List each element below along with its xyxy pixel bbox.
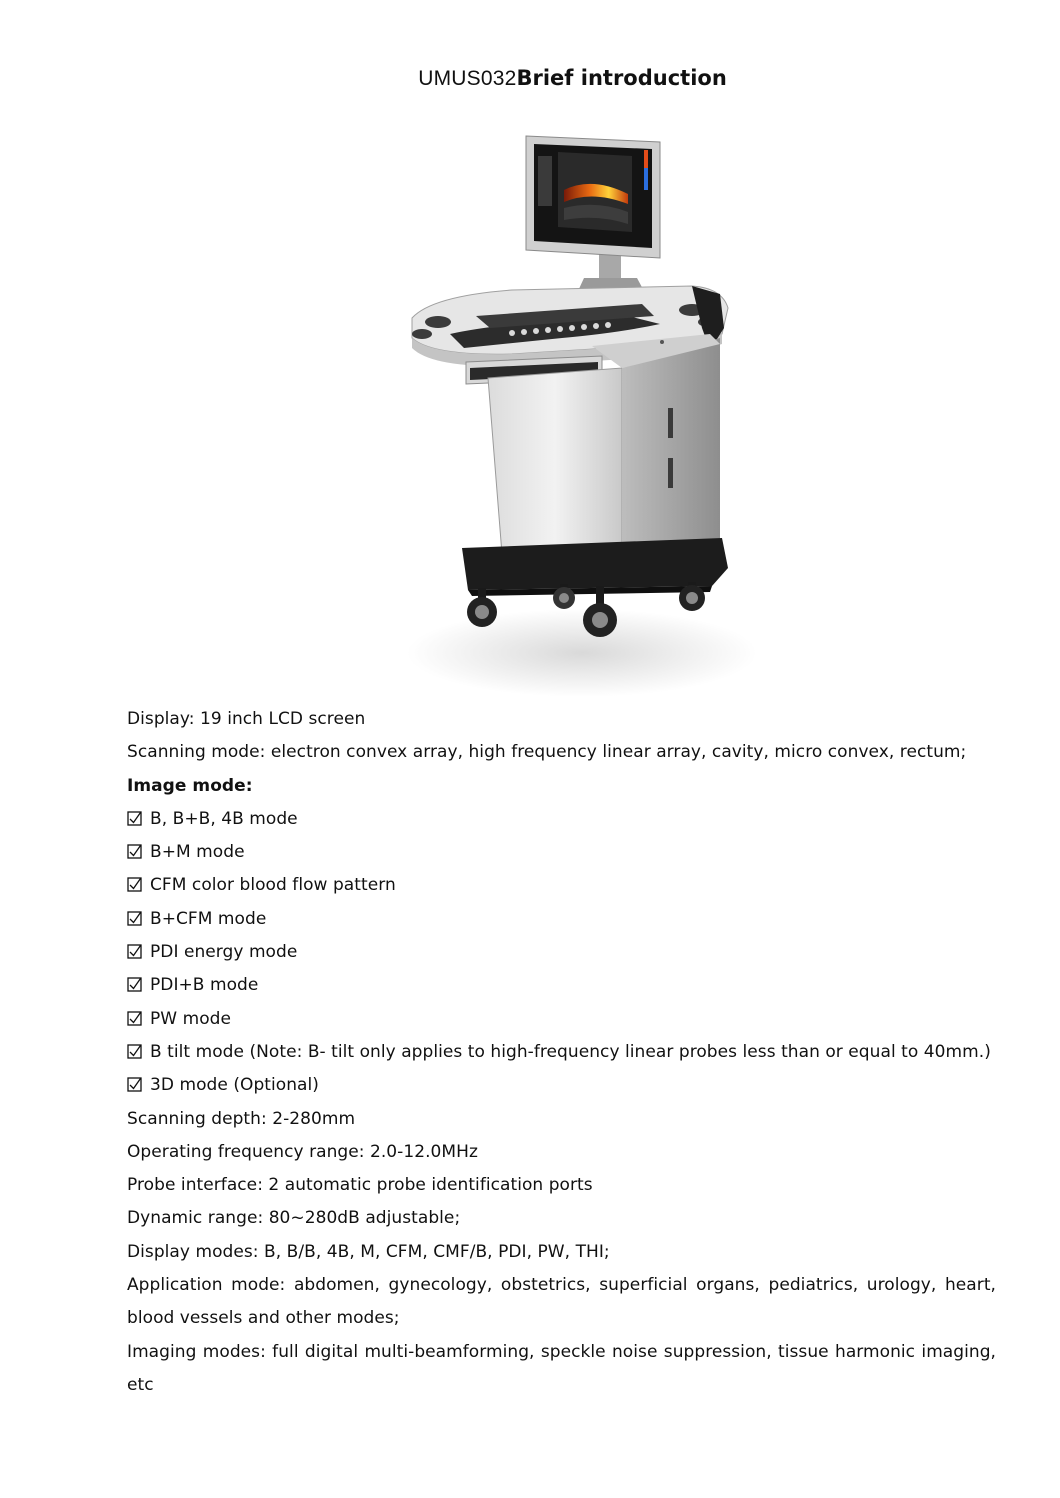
page-title [0,64,1060,93]
image-mode-label: B+M mode [150,842,245,863]
checked-box-icon [127,1011,142,1026]
checked-box-icon [127,944,142,959]
title-text: Brief introduction [516,66,727,90]
model-code: UMUS032 [418,67,517,90]
checked-box-icon [127,1077,142,1092]
image-mode-label: PDI energy mode [150,942,298,963]
image-mode-label: PDI+B mode [150,975,259,996]
spec-scanning-mode: Scanning mode: electron convex array, high frequency linear array, cavity, micro convex, rectum; [127,742,967,763]
image-mode-item [127,803,996,836]
checked-box-icon [127,1044,142,1059]
spec-probe-interface: Probe interface: 2 automatic probe identification ports [127,1175,593,1196]
checked-box-icon [127,877,142,892]
image-mode-item [127,1003,996,1036]
checked-box-icon [127,911,142,926]
spec-dynamic-range: Dynamic range: 80~280dB adjustable; [127,1208,461,1229]
image-mode-item [127,869,996,902]
image-mode-label: PW mode [150,1008,232,1029]
image-mode-label: CFM color blood flow pattern [150,875,396,896]
spec-display-modes: Display modes: B, B/B, 4B, M, CFM, CMF/B, PDI, PW, THI; [127,1241,610,1262]
spec-imaging-modes: Imaging modes: full digital multi-beamforming, speckle noise suppression, tissue harmonic imaging, etc [127,1341,996,1395]
image-mode-item [127,1069,996,1102]
ultrasound-machine-illustration [392,128,764,700]
spec-list [127,703,996,1402]
image-mode-item [127,1036,996,1069]
spec-display: Display: 19 inch LCD screen [127,709,366,729]
image-mode-item [127,936,996,969]
checked-box-icon [127,811,142,826]
image-mode-heading: Image mode: [127,775,253,796]
spec-application-mode: Application mode: abdomen, gynecology, obstetrics, superficial organs, pediatrics, urology, heart, blood vessels and other modes; [127,1275,996,1329]
checked-box-icon [127,977,142,992]
checked-box-icon [127,844,142,859]
image-mode-item [127,969,996,1002]
image-mode-label: B+CFM mode [150,908,267,929]
image-mode-item [127,903,996,936]
spec-scanning-depth: Scanning depth: 2-280mm [127,1108,356,1129]
image-mode-label: B, B+B, 4B mode [150,808,298,829]
spec-operating-frequency: Operating frequency range: 2.0-12.0MHz [127,1141,478,1162]
image-mode-label: 3D mode (Optional) [150,1075,319,1096]
image-mode-label: B tilt mode (Note: B- tilt only applies to high-frequency linear probes less than or equal to 40mm.) [150,1041,991,1062]
image-mode-item [127,836,996,869]
product-photo [392,128,764,700]
